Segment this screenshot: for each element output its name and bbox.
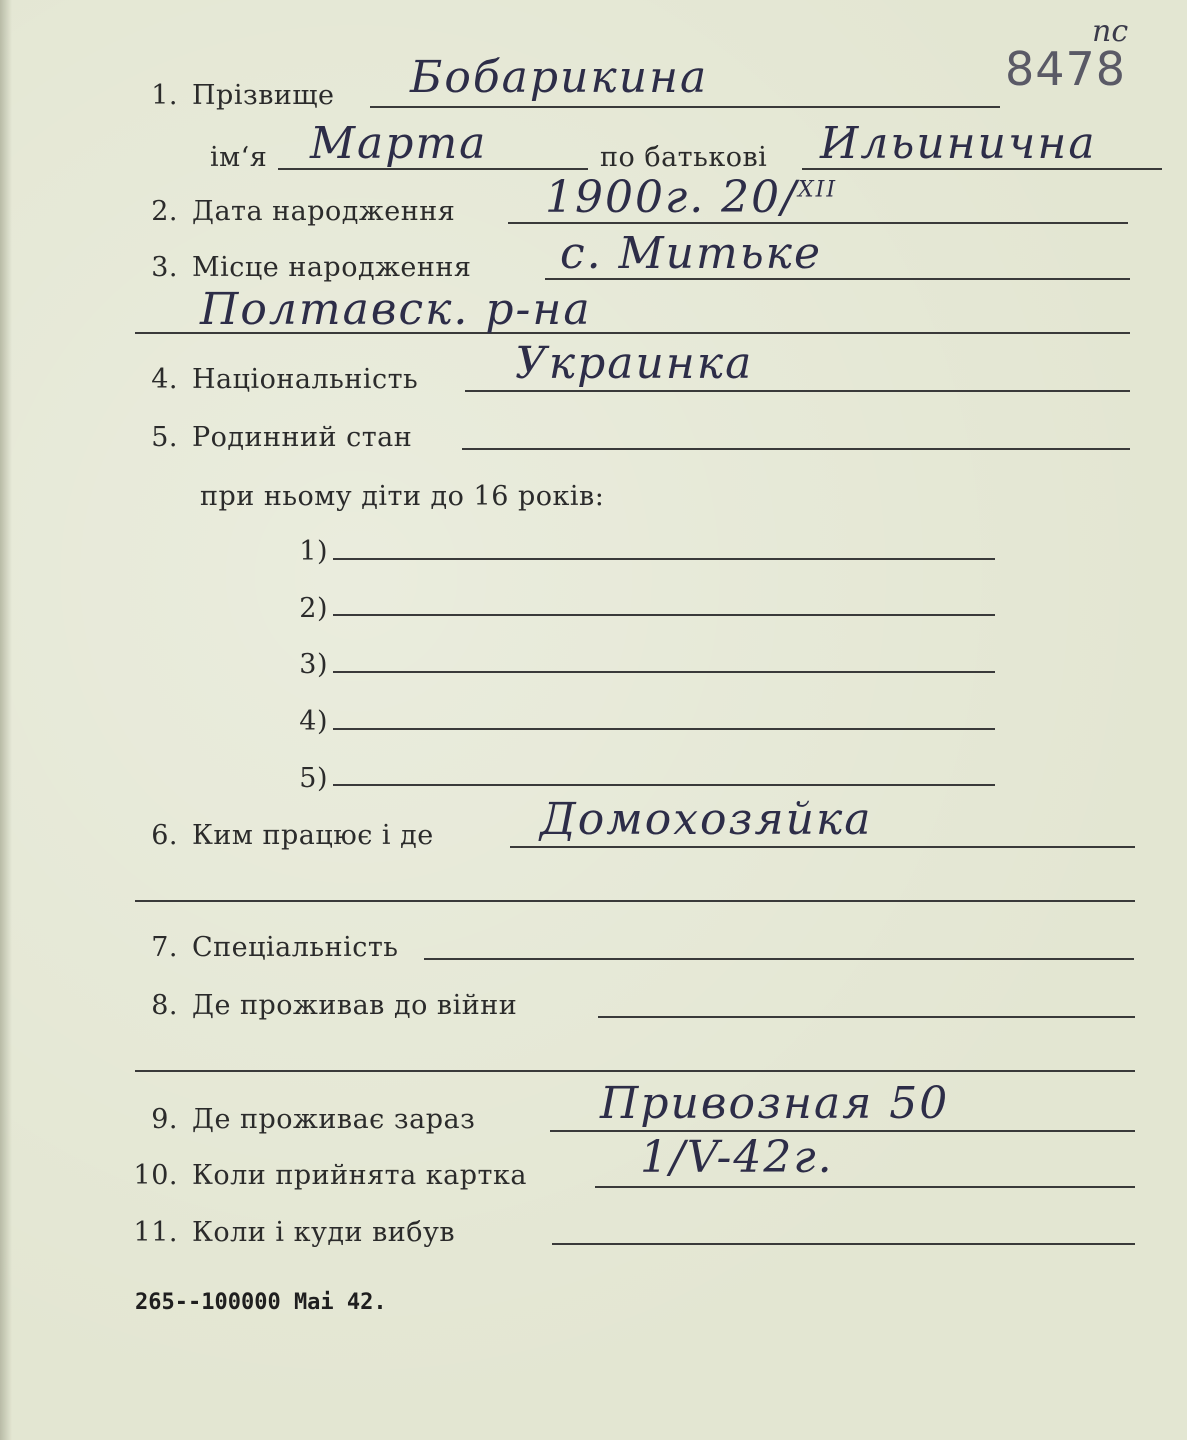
first-name-label: ім‘я <box>210 142 268 173</box>
child-5-number: 5) <box>299 763 328 794</box>
family-status-line <box>462 448 1130 450</box>
field-number-prewar-residence: 8. <box>151 990 178 1021</box>
field-number-surname: 1. <box>151 80 178 111</box>
prewar-residence-line-2 <box>135 1070 1135 1072</box>
specialty-label: Спеціальність <box>192 932 399 963</box>
field-number-specialty: 7. <box>151 932 178 963</box>
birth-date-value <box>545 172 837 223</box>
nationality-line <box>465 390 1130 392</box>
child-2-line <box>333 614 995 616</box>
current-residence-value: Привозная 50 <box>600 1078 950 1129</box>
prewar-residence-label: Де проживав до війни <box>192 990 518 1021</box>
field-number-nationality: 4. <box>151 364 178 395</box>
archive-prefix: пс <box>1092 14 1129 49</box>
field-number-departed: 11. <box>133 1217 178 1248</box>
departed-label: Коли і куди вибув <box>192 1217 456 1248</box>
birth-place-value-2: Полтавск. р-на <box>200 284 592 335</box>
field-number-occupation: 6. <box>151 820 178 851</box>
prewar-residence-line <box>598 1016 1135 1018</box>
family-status-label: Родинний стан <box>192 422 413 453</box>
surname-line <box>370 106 1000 108</box>
child-3-number: 3) <box>299 649 328 680</box>
patronymic-label: по батькові <box>600 142 768 173</box>
birth-date-month: XII <box>798 177 838 203</box>
child-4-line <box>333 728 995 730</box>
child-2-number: 2) <box>299 593 328 624</box>
surname-value: Бобарикина <box>410 52 709 103</box>
card-accepted-line <box>595 1186 1135 1188</box>
birth-place-value: с. Митьке <box>560 228 822 279</box>
child-4-number: 4) <box>299 706 328 737</box>
birth-date-text: 1900г. 20/ <box>545 172 798 223</box>
nationality-label: Національність <box>192 364 419 395</box>
occupation-line <box>510 846 1135 848</box>
child-1-number: 1) <box>299 536 328 567</box>
nationality-value: Украинка <box>515 338 754 389</box>
child-5-line <box>333 784 995 786</box>
occupation-label: Ким працює і де <box>192 820 434 851</box>
current-residence-label: Де проживає зараз <box>192 1104 476 1135</box>
field-number-birth-date: 2. <box>151 196 178 227</box>
card-accepted-value: 1/V-42г. <box>640 1132 834 1183</box>
field-number-card-accepted: 10. <box>133 1160 178 1191</box>
specialty-line <box>424 958 1134 960</box>
child-1-line <box>333 558 995 560</box>
first-name-value: Марта <box>310 118 488 169</box>
children-label: при ньому діти до 16 років: <box>200 481 605 512</box>
field-number-birth-place: 3. <box>151 252 178 283</box>
departed-line <box>552 1243 1135 1245</box>
birth-date-label: Дата народження <box>192 196 456 227</box>
birth-place-label: Місце народження <box>192 252 472 283</box>
child-3-line <box>333 671 995 673</box>
patronymic-value: Ильинична <box>820 118 1097 169</box>
archive-number: 8478 <box>1005 42 1127 96</box>
field-number-current-residence: 9. <box>151 1104 178 1135</box>
field-number-family-status: 5. <box>151 422 178 453</box>
surname-label: Прізвище <box>192 80 335 111</box>
occupation-line-2 <box>135 900 1135 902</box>
paper-edge-shadow <box>0 0 12 1440</box>
current-residence-line <box>550 1130 1135 1132</box>
print-code: 265--100000 Mai 42. <box>135 1290 387 1315</box>
occupation-value: Домохозяйка <box>540 794 873 845</box>
card-accepted-label: Коли прийнята картка <box>192 1160 527 1191</box>
